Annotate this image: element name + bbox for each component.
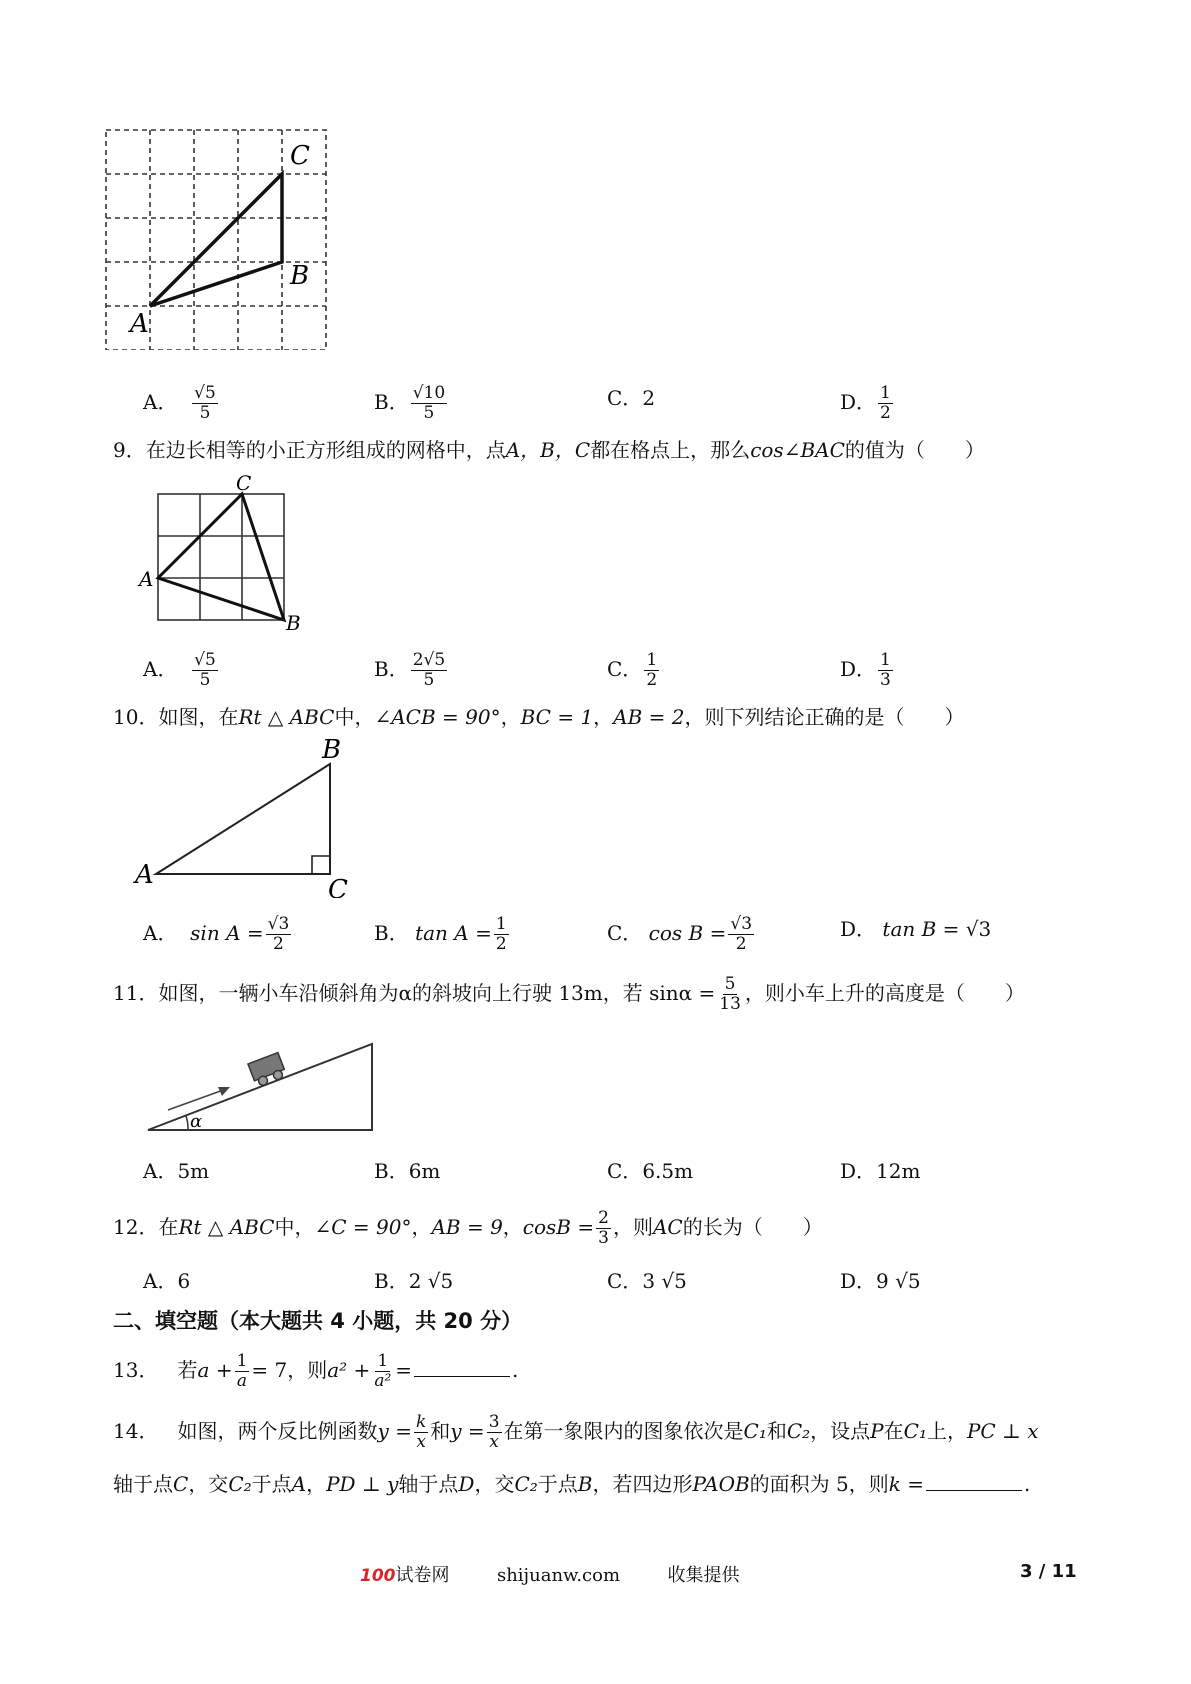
option-letter: C． [607,921,643,945]
question-number: 11． [113,981,159,1005]
numerator: 2 [598,1208,609,1228]
denominator: 2 [735,934,747,954]
math-text: y = [450,1419,485,1443]
q10-triangle-figure [132,738,362,898]
q12-option-a[interactable] [143,1267,190,1295]
question-text: ，设点 [810,1419,871,1443]
fraction [192,384,218,423]
option-letter: B． [374,1269,409,1293]
question-number: 12． [113,1215,159,1239]
fraction [266,915,292,954]
math-text: C₂ [514,1472,538,1496]
math-text: cos∠BAC [750,438,845,462]
question-text: 中， [274,1215,315,1239]
fraction [717,975,743,1014]
q9-label-c: C [236,472,252,495]
denominator: 5 [199,403,211,423]
answer-blank[interactable] [926,1470,1022,1491]
question-text: 如图，在 [158,705,239,729]
q13-question [113,1352,518,1391]
q14-question-line2 [113,1470,1030,1498]
math-text: B [577,1472,593,1496]
math-text: sin A = [190,921,264,945]
question-number: 14． [113,1419,159,1443]
denominator: a [236,1371,248,1391]
q14-question-line1 [113,1413,1039,1452]
math-text: PD ⊥ y [326,1472,399,1496]
numerator: 1 [236,1351,248,1371]
answer-blank[interactable] [414,1356,510,1377]
numerator: 1 [880,383,891,403]
q9-label-a: A [139,567,154,591]
fraction [411,384,447,423]
question-text: ，则小车上升的高度是（ ） [744,981,1025,1005]
footer-site-name: 试卷网 [395,1565,450,1586]
math-text: √3 [965,917,992,941]
q10-option-b[interactable] [374,915,511,954]
option-value: 12m [876,1159,921,1183]
question-text: ，交 [188,1472,229,1496]
math-text: k = [888,1472,924,1496]
math-text: Rt △ ABC [178,1215,275,1239]
q10-option-c[interactable] [607,915,756,954]
option-letter: A． [143,1269,178,1293]
numerator: √5 [194,650,216,670]
math-text: P [870,1419,884,1443]
question-text: 中， [334,705,375,729]
right-angle-mark [312,856,330,874]
footer-url[interactable]: shijuanw.com [496,1565,621,1586]
question-text: ， [502,1215,523,1239]
q12-option-b[interactable] [374,1267,453,1295]
numerator: √3 [267,914,290,934]
math-text: AB = 9 [431,1215,503,1239]
math-text: y = [377,1419,412,1443]
direction-arrow [168,1089,226,1110]
option-letter: A． [143,657,178,681]
question-text: 于点 [251,1472,292,1496]
question-text: ， [593,705,614,729]
fraction [596,1209,611,1248]
question-text: 的值为（ ） [844,438,985,462]
q10-label-c: C [328,875,348,898]
option-letter: D． [840,1269,877,1293]
denominator: x [489,1432,499,1452]
question-text: 在 [883,1419,904,1443]
math-text: C [173,1472,189,1496]
denominator: 13 [719,994,741,1014]
denominator: 3 [598,1228,609,1248]
q8-label-a: A [130,309,149,339]
question-text: ， [411,1215,432,1239]
option-letter: C． [607,1159,643,1183]
math-text: A，B，C [505,438,591,462]
math-text: PC ⊥ x [966,1419,1039,1443]
q9-label-b: B [286,611,301,632]
math-text: ∠ACB = 90° [374,705,501,729]
math-text: A [291,1472,307,1496]
option-value: 6.5m [642,1159,694,1183]
denominator: 2 [646,670,658,690]
q9-option-c[interactable] [607,651,661,690]
q9-option-b[interactable] [374,651,449,690]
page-number: 3 / 11 [1020,1561,1077,1582]
question-text: 如图，两个反比例函数 [177,1419,378,1443]
question-text: 如图，一辆小车沿倾斜角为α的斜坡向上行驶 13m，若 sinα = [158,981,716,1005]
option-value: 5m [177,1159,210,1183]
q8-option-d[interactable] [840,384,895,423]
q9-option-d[interactable] [840,651,895,690]
math-text: AC [652,1215,683,1239]
option-value: 2 [642,386,656,410]
q11-option-d[interactable] [840,1157,920,1185]
math-text: C₁ [903,1419,927,1443]
fraction [411,651,447,690]
question-text: 轴于点 [113,1472,173,1496]
q8-grid-figure [100,120,340,350]
option-letter: D． [840,917,877,941]
q8-option-a[interactable] [143,384,220,423]
option-letter: D． [840,390,877,414]
q8-triangle [150,174,282,306]
footer [360,1561,740,1587]
math-text: cos B = [648,921,727,945]
math-text: C₂ [786,1419,811,1443]
q11-question [113,975,1025,1014]
question-text: 在第一象限内的图象依次是 [503,1419,744,1443]
denominator: x [416,1432,426,1452]
footer-provided: 收集提供 [667,1565,740,1586]
math-text: = [395,1358,413,1382]
numerator: 5 [724,974,736,994]
q11-option-c[interactable] [607,1157,693,1185]
question-text: 轴于点 [398,1472,459,1496]
denominator: 2 [880,403,891,423]
math-text: ∠C = 90° [314,1215,412,1239]
numerator: 1 [495,914,507,934]
math-text: tan A = [415,921,492,945]
question-text: ， [500,705,521,729]
question-text: 于点 [537,1472,578,1496]
fraction [235,1352,250,1391]
option-letter: D． [840,1159,877,1183]
site-logo: 100 [360,1566,396,1586]
math-text: C₂ [228,1472,252,1496]
question-text: 都在格点上，那么 [590,438,751,462]
fraction [372,1352,393,1391]
q9-option-a[interactable] [143,651,220,690]
q11-option-a[interactable] [143,1157,209,1185]
numerator: 1 [646,650,658,670]
question-text: 的面积为 5，则 [749,1472,889,1496]
q10-triangle [156,764,330,874]
q9-triangle [158,494,284,620]
question-text: 在边长相等的小正方形组成的网格中，点 [145,438,506,462]
question-text: ，则 [287,1358,328,1382]
option-letter: A． [143,921,178,945]
q11-option-b[interactable] [374,1157,440,1185]
math-text: tan B = [882,917,960,941]
q10-label-a: A [135,860,154,890]
option-letter: A． [143,390,178,414]
option-value: 9 √5 [876,1269,921,1293]
numerator: k [415,1412,427,1432]
question-text: 的长为（ ） [682,1215,823,1239]
fraction [878,651,893,690]
question-text: ，交 [474,1472,515,1496]
denominator: 5 [423,403,435,423]
math-text: Rt △ ABC [238,705,335,729]
math-text: C₁ [743,1419,767,1443]
question-text: . [1024,1472,1031,1496]
q10-question [113,703,965,731]
cart-icon [248,1053,287,1088]
denominator: 5 [199,670,211,690]
q11-angle-label: α [190,1111,203,1132]
q8-option-b[interactable] [374,384,449,423]
option-letter: B． [374,1159,409,1183]
denominator: 5 [423,670,435,690]
fraction [494,915,509,954]
question-number: 13． [113,1358,159,1382]
question-text: 在 [158,1215,179,1239]
option-letter: C． [607,1269,643,1293]
question-number: 9． [113,438,146,462]
q8-option-c[interactable] [607,384,655,412]
math-text: BC = 1 [520,705,594,729]
question-text: ，则 [612,1215,653,1239]
q10-option-d[interactable] [840,915,991,943]
q12-question [113,1209,823,1248]
numerator: √10 [412,383,446,403]
q10-option-a[interactable] [143,915,293,954]
denominator: 2 [273,934,284,954]
fraction [878,384,893,423]
q11-slope-figure [140,1030,380,1135]
math-text: a + [197,1358,233,1382]
section-title: 二、填空题（本大题共 4 小题，共 20 分） [113,1309,523,1333]
q8-label-b: B [290,261,310,291]
q12-option-c[interactable] [607,1267,687,1295]
angle-arc [186,1116,188,1130]
numerator: 1 [377,1351,389,1371]
math-text: D [458,1472,475,1496]
numerator: √5 [194,383,216,403]
math-text: a² + [327,1358,371,1382]
denominator: 2 [495,934,507,954]
question-text: 上， [926,1419,967,1443]
slope-triangle [148,1044,372,1130]
fraction [414,1413,428,1452]
question-text: . [512,1358,519,1382]
numerator: 3 [488,1412,500,1432]
math-text: = 7 [251,1358,288,1382]
question-text: ， [306,1472,327,1496]
option-letter: A． [143,1159,178,1183]
option-value: 6 [177,1269,191,1293]
q8-label-c: C [290,141,310,171]
numerator: √3 [730,914,753,934]
option-letter: B． [374,921,409,945]
denominator: 3 [880,670,891,690]
question-text: 和 [766,1419,787,1443]
question-text: 若 [177,1358,198,1382]
question-number: 10． [113,705,159,729]
math-text: PAOB [692,1472,750,1496]
option-value: 3 √5 [642,1269,687,1293]
fraction [644,651,659,690]
fraction [487,1413,502,1452]
option-letter: B． [374,390,409,414]
fraction [728,915,754,954]
q9-question [113,436,985,464]
question-text: ，若四边形 [592,1472,693,1496]
option-value: 2 √5 [408,1269,454,1293]
option-value: 6m [408,1159,441,1183]
q12-option-d[interactable] [840,1267,921,1295]
q9-grid-figure [136,472,311,632]
math-text: AB = 2 [613,705,685,729]
denominator: a² [374,1371,392,1391]
option-letter: B． [374,657,409,681]
option-letter: C． [607,386,643,410]
question-text: ，则下列结论正确的是（ ） [684,705,965,729]
math-text: cosB = [522,1215,595,1239]
option-letter: D． [840,657,877,681]
numerator: 1 [880,650,891,670]
question-text: 和 [430,1419,451,1443]
numerator: 2√5 [412,650,446,670]
q10-label-b: B [322,738,342,765]
fraction [192,651,218,690]
option-letter: C． [607,657,643,681]
